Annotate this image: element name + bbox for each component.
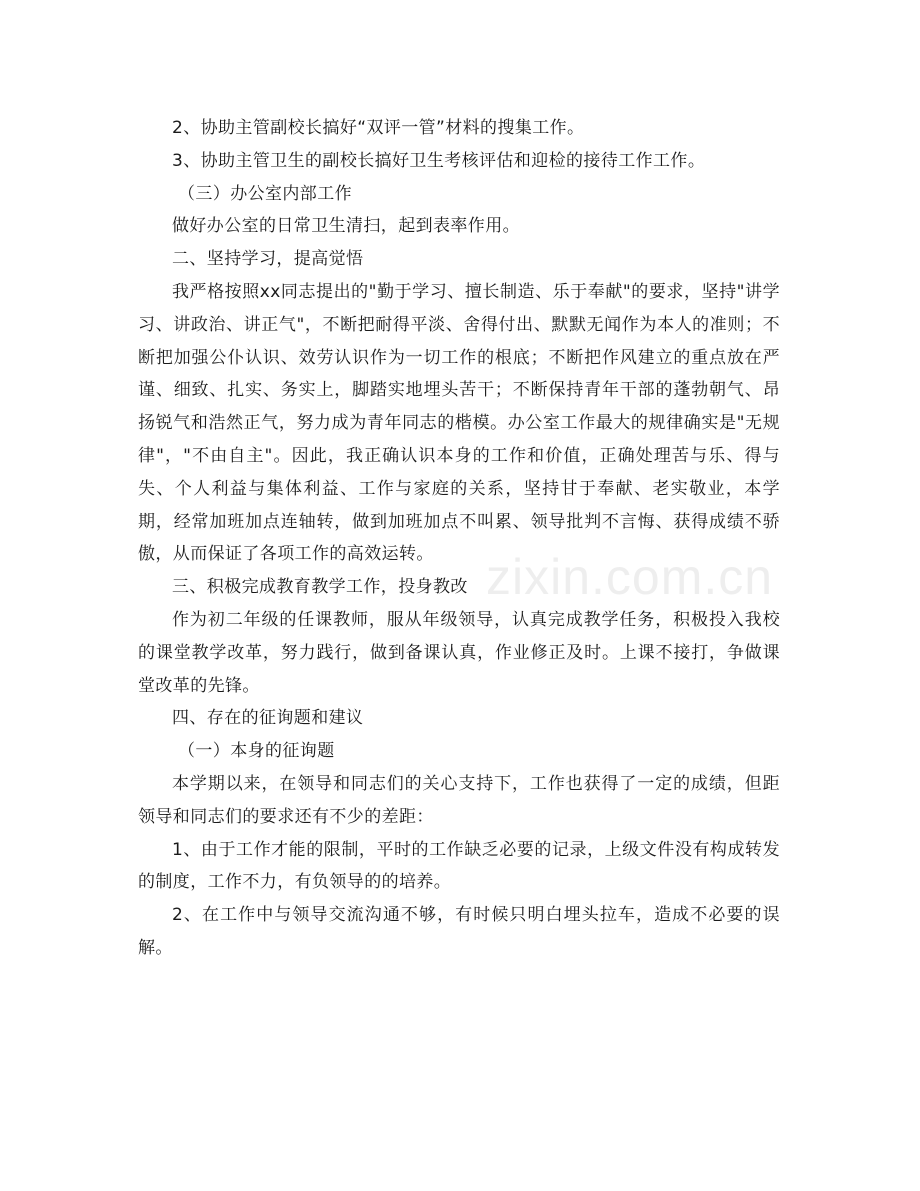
heading-problems: 四、存在的征询题和建议 — [172, 708, 364, 729]
paragraph-item-3: 3、协助主管卫生的副校长搞好卫生考核评估和迎检的接待工作工作。 — [172, 150, 706, 171]
paragraph-study: 我严格按照xx同志提出的"勤于学习、擅长制造、乐于奉献"的要求，坚持"讲学习、讲政治、讲正气"，不断把耐得平淡、舍得付出、默默无闻作为本人的准则；不断把加强公仆认识、效劳认识作为一切工作的根底；不断把作风建立的重点放在严谨、细致、扎实、务实上，脚踏实地埋头苦干；不断保持青年干部的蓬勃朝气、昂扬锐气和浩然正气，努力成为青年同志的楷模。办公室工作最大的规律确实是"无规律"，"不由自主"。因此，我正确认识本身的工作和价值，正确处理苦与乐、得与失、个人利益与集体利益、工作与家庭的关系，坚持甘于奉献、老实敬业，本学期，经常加班加点连轴转，做到加班加点不叫累、领导批判不言悔、获得成绩不骄傲，从而保证了各项工作的高效运转。 — [138, 281, 780, 565]
paragraph-teaching: 作为初二年级的任课教师，服从年级领导，认真完成教学任务，积极投入我校的课堂教学改革，努力践行，做到备课认真，作业修正及时。上课不接打，争做课堂改革的先锋。 — [138, 609, 780, 696]
paragraph-problem-1: 1、由于工作才能的限制，平时的工作缺乏必要的记录，上级文件没有构成转发的制度，工作不力，有负领导的的培养。 — [138, 839, 780, 893]
paragraph-problems-intro: 本学期以来，在领导和同志们的关心支持下，工作也获得了一定的成绩，但距领导和同志们的要求还有不少的差距： — [138, 773, 780, 827]
heading-study: 二、坚持学习，提高觉悟 — [172, 249, 364, 270]
subheading-own-problems: （一）本身的征询题 — [178, 741, 335, 762]
paragraph-item-2: 2、协助主管副校长搞好“双评一管”材料的搜集工作。 — [172, 118, 585, 138]
document-body — [138, 112, 780, 965]
watermark: zixin.com.cn — [486, 549, 774, 605]
paragraph-office-cleaning: 做好办公室的日常卫生清扫，起到表率作用。 — [172, 216, 520, 237]
heading-teaching: 三、积极完成教育教学工作，投身教改 — [172, 577, 468, 598]
paragraph-problem-2: 2、在工作中与领导交流沟通不够，有时候只明白埋头拉车，造成不必要的误解。 — [138, 905, 780, 958]
subheading-office-internal: （三）办公室内部工作 — [178, 183, 352, 204]
